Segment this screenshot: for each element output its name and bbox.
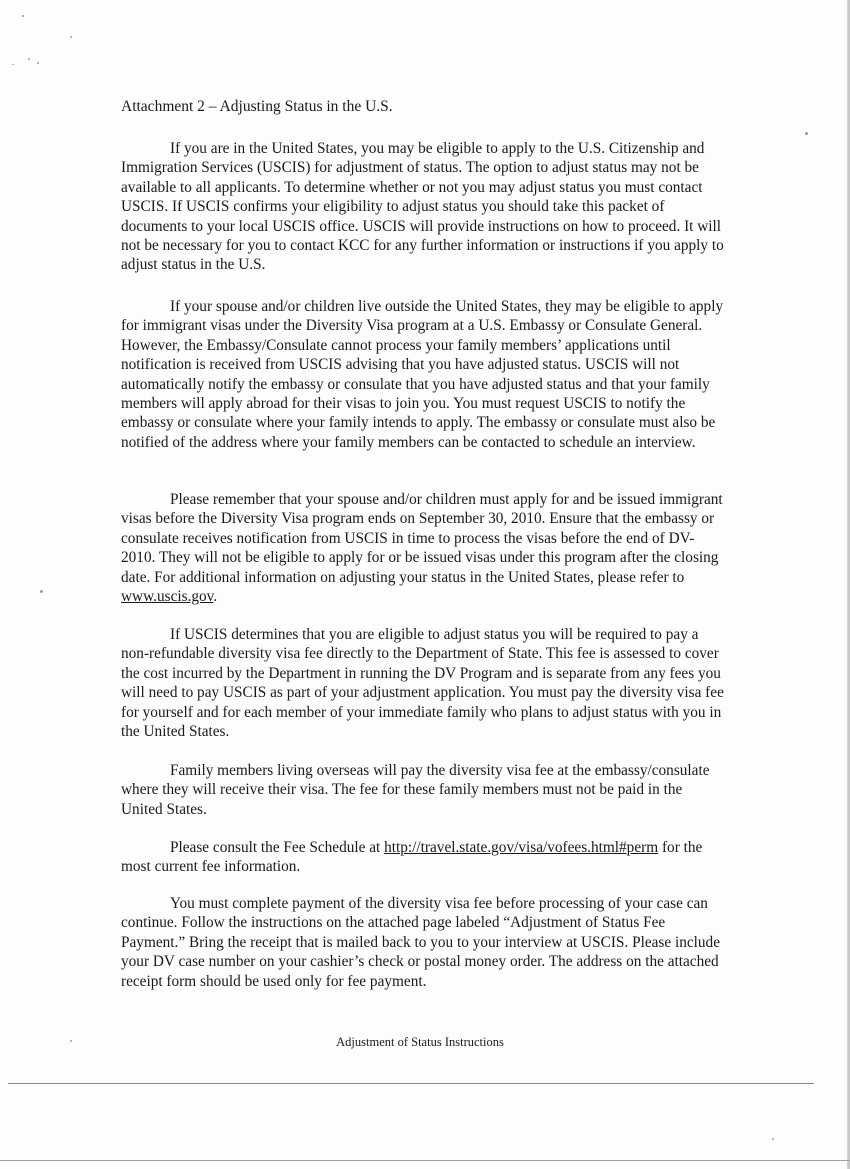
paragraph-diversity-fee <box>121 625 724 741</box>
paragraph-text-end: for the most current fee information. <box>121 839 703 876</box>
paragraph-text: You must complete payment of the diversity visa fee before processing of your case can continue. Follow the instructions on the attached page labeled “Adjustment of Status Fee Payment.” Bring the receipt that is mailed back to you to your interview at USCIS. Please include your DV case number on your cashier’s check or postal money order. The address on the attached receipt form should be used only for fee payment. <box>121 895 720 990</box>
paragraph-text: If you are in the United States, you may be eligible to apply to the U.S. Citizenship and Immigration Services (USCIS) for adjustment of status. The option to adjust status may not be available to all applicants. To determine whether or not you may adjust status you must contact USCIS. If USCIS confirms your eligibility to adjust status you should take this packet of documents to your local USCIS office. USCIS will provide instructions on how to proceed. It will not be necessary for you to contact KCC for any further information or instructions if you apply to adjust status in the U.S. <box>121 140 724 274</box>
scan-line-artifact <box>8 1083 814 1084</box>
document-title: Attachment 2 – Adjusting Status in the U.S. <box>121 98 393 115</box>
scan-speck <box>772 1138 774 1140</box>
paragraph-overseas-fee <box>121 761 724 819</box>
scan-edge-line <box>0 1160 850 1161</box>
paragraph-text-end: . <box>213 588 218 606</box>
paragraph-text: If USCIS determines that you are eligible to adjust status you will be required to pay a non-refundable diversity visa fee directly to the Department of State. This fee is assessed to cover the cost incurred by the Department in running the DV Program and is separate from any fees you will need to pay USCIS as part of your adjustment application. You must pay the diversity visa fee for yourself and for each member of your immediate family who plans to adjust status with you in the United States. <box>121 626 724 741</box>
scan-speck <box>70 1040 72 1042</box>
paragraph-fee-schedule <box>121 838 724 877</box>
paragraph-payment <box>121 894 724 991</box>
paragraph-uscis-eligibility <box>121 139 724 275</box>
scan-speck <box>37 62 39 64</box>
uscis-link[interactable]: www.uscis.gov <box>121 588 214 606</box>
scan-speck <box>70 36 72 38</box>
scan-speck <box>805 132 808 135</box>
paragraph-deadline <box>121 490 724 606</box>
paragraph-text: Family members living overseas will pay the diversity visa fee at the embassy/consulate where they will receive their visa. The fee for these family members must not be paid in the United States. <box>121 762 710 818</box>
scan-speck <box>22 15 24 17</box>
page-footer: Adjustment of Status Instructions <box>336 1035 504 1049</box>
scan-speck <box>28 58 30 60</box>
paragraph-text: Please remember that your spouse and/or children must apply for and be issued immigrant visas before the Diversity Visa program ends on September 30, 2010. Ensure that the embassy or consulate receives notification from USCIS in time to process the visas before the end of DV-2010. They will not be eligible to apply for or be issued visas under this program after the closing date. For additional information on adjusting your status in the United States, please refer to <box>121 491 723 586</box>
paragraph-family-abroad <box>121 297 724 452</box>
fee-schedule-link[interactable]: http://travel.state.gov/visa/vofees.html#perm <box>384 839 659 856</box>
paragraph-text: If your spouse and/or children live outside the United States, they may be eligible to apply for immigrant visas under the Diversity Visa program at a U.S. Embassy or Consulate General. However, the Embassy/Consulate cannot process your family members’ applications until notification is received from USCIS advising that you have adjusted status. USCIS will not automatically notify the embassy or consulate that you have adjusted status and that your family members will apply abroad for their visas to join you. You must request USCIS to notify the embassy or consulate where your family intends to apply. The embassy or consulate must also be notified of the address where your family members can be contacted to schedule an interview. <box>121 298 724 451</box>
scan-speck <box>12 64 14 65</box>
scan-speck <box>40 590 43 593</box>
paragraph-text: Please consult the Fee Schedule at <box>170 839 381 856</box>
